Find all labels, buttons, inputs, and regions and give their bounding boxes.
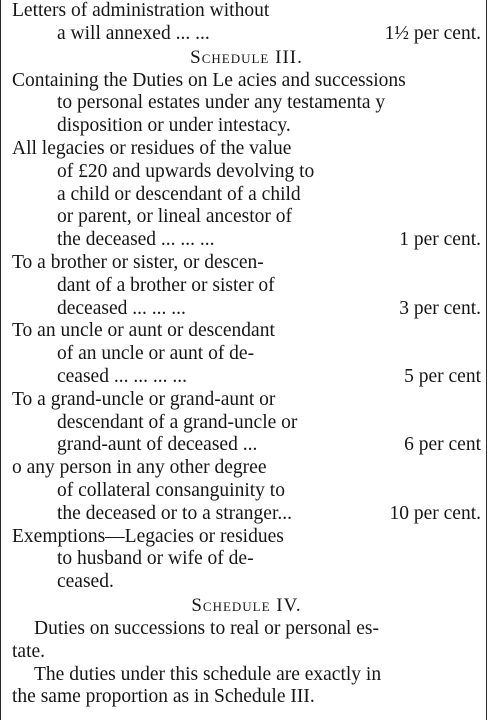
column-rule-left [0,0,1,720]
letters-of-administration-entry [12,0,481,46]
item-line: ceased ... ... ... ... [57,365,187,387]
exemption-line: ceased. [57,571,114,593]
duty-item-uncle-aunt [12,320,481,388]
exemptions-entry [12,526,481,594]
schedule-iv-paragraph-2 [12,664,481,710]
item-line: To a grand-uncle or grand-aunt or [12,388,276,410]
item-line: To an uncle or aunt or descendant [12,320,275,342]
duty-rate: 1½ per cent. [384,22,481,44]
exemption-line: Exemptions—Legacies or residues [12,525,284,547]
item-line: grand-aunt of deceased ... [57,434,258,456]
item-line: of £20 and upwards devolving to [57,160,315,182]
duty-item-child-parent [12,138,481,252]
item-line: All legacies or residues of the value [12,137,292,159]
duty-rate: 1 per cent. [399,229,481,251]
paragraph-line: tate. [12,640,46,662]
paragraph-line: The duties under this schedule are exactly in [34,663,382,685]
duty-item-grand-uncle-aunt [12,389,481,457]
item-line: the deceased ... ... ... [57,229,215,251]
schedule-iii-heading: Schedule III. [190,46,303,68]
duty-rate: 3 per cent. [399,297,481,319]
item-line: a child or descendant of a child [57,183,301,205]
duty-rate: 6 per cent [404,434,481,456]
item-line: or parent, or lineal ancestor of [57,206,292,228]
intro-line: to personal estates under any testamenta y [57,92,386,114]
duty-item-brother-sister [12,252,481,320]
entry-line: Letters of administration without [12,0,270,21]
item-line: deceased ... ... ... [57,297,186,319]
duty-rate: 5 per cent [404,365,481,387]
exemption-line: to husband or wife of de- [57,548,254,570]
schedule-iii-intro [12,70,481,138]
schedule-iv-heading: Schedule IV. [191,594,302,616]
intro-line: disposition or under intestacy. [57,115,291,137]
item-line: of an uncle or aunt of de- [57,343,255,365]
entry-line: a will annexed ... ... [57,22,210,44]
item-line: o any person in any other degree [12,457,267,479]
duty-rate: 10 per cent. [389,502,481,524]
paragraph-line: Duties on successions to real or personal es- [34,617,379,639]
intro-line: Containing the Duties on Le acies and successions [12,69,406,91]
item-line: the deceased or to a stranger... [57,502,292,524]
item-line: of collateral consanguinity to [57,479,285,501]
item-line: dant of a brother or sister of [57,274,275,296]
paragraph-line: the same proportion as in Schedule III. [12,686,315,708]
item-line: To a brother or sister, or descen- [12,251,264,273]
duty-item-other-degree [12,457,481,525]
item-line: descendant of a grand-uncle or [57,411,298,433]
schedule-iv-paragraph-1 [12,618,481,664]
